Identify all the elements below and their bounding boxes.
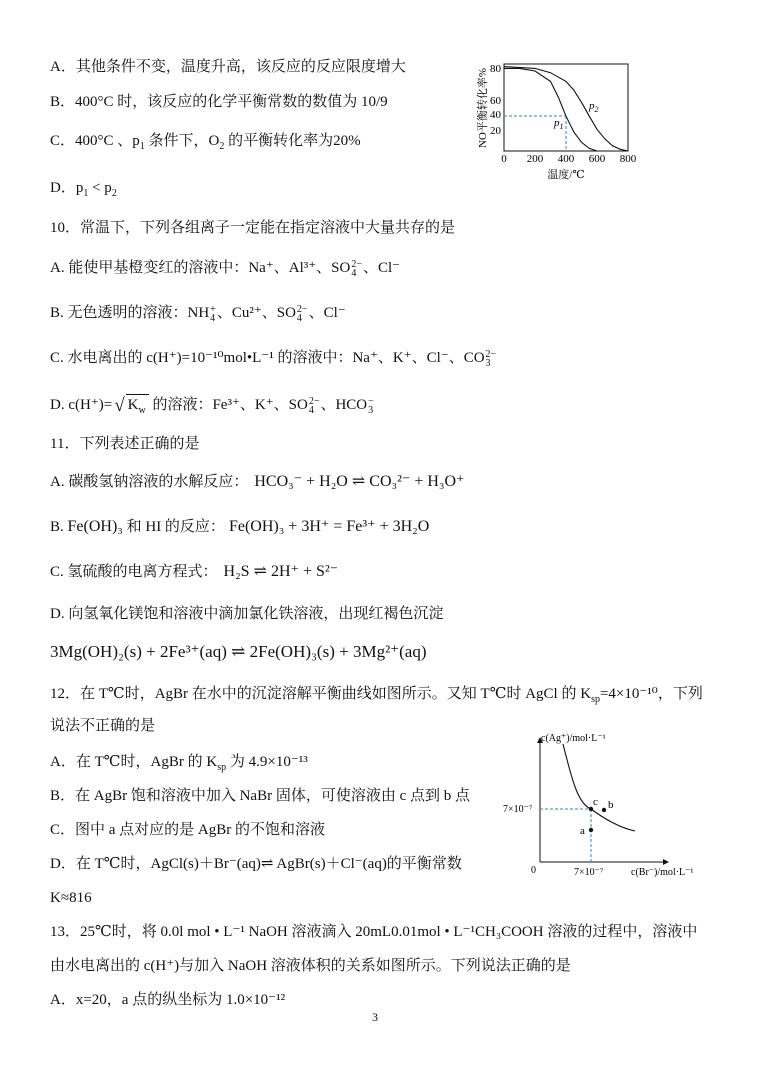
q12-option-d-cont: K≈816 [50,890,92,906]
q13-option-a: A．x=20，a 点的纵坐标为 1.0×10⁻¹² [50,992,286,1008]
q12-option-a: A．在 T℃时，AgBr 的 $K_{sp}$ 为 4.9×10⁻¹³ [50,754,308,773]
q9-option-c: C．400°C 、$p_1$ 条件下，$O_2$ 的平衡转化率为20% [50,133,361,152]
chart2-xlabel: c(Br⁻)/mol·L⁻¹ [631,867,694,878]
q9-option-a: A．其他条件不变，温度升高，该反应的反应限度增大 [50,59,406,75]
chart2-label-b: b [608,799,614,811]
q11-option-d: D. 向氢氧化镁饱和溶液中滴加氯化铁溶液，出现红褐色沉淀 [50,606,444,622]
q12-option-d: D．在 T℃时，AgCl(s)＋Br⁻(aq)⇌ AgBr(s)＋Cl⁻(aq)的平衡常数 [50,856,462,872]
chart1-ytick: 80 [490,63,501,75]
chart1-xtick: 800 [619,153,637,165]
chart2-origin: 0 [531,865,536,876]
q13-stem-line1: 13．25℃时，将 0.0l mol • L⁻¹ NaOH 溶液滴入 20mL0.01mol • L⁻¹CH₃COOH 溶液的过程中，溶液中 [50,924,698,940]
kw-sqrt: $K_w$ [126,394,149,415]
chart1-xtick: 600 [588,153,606,165]
q10-option-d: D. c(H⁺)= √ $K_w$ 的溶液：Fe³⁺、K⁺、SO 2− 4 、HCO − 3 [50,395,374,416]
agbr-solubility-chart [498,724,710,884]
chart1-ytick: 40 [490,109,501,121]
q12-stem-line1: 12．在 T℃时，AgBr 在水中的沉淀溶解平衡曲线如图所示。又知 T℃时 AgCl 的 $K_{sp}=4\times 10^{-10}$，下列 [50,686,703,705]
chart1-xtick: 0 [501,153,507,165]
q11-stem: 11．下列表述正确的是 [50,436,200,452]
q12-option-c: C．图中 a 点对应的是 AgBr 的不饱和溶液 [50,822,325,838]
q10-option-c: C. 水电离出的 c(H⁺)=10⁻¹⁰mol•L⁻¹ 的溶液中：Na⁺、K⁺、Cl⁻、CO 2− 3 [50,348,497,369]
chart2-label-c: c [593,796,598,808]
chart1-series-p1 [504,68,597,151]
no-conversion-chart [468,50,648,185]
chart1-label-p2: $p_2$ [589,100,599,114]
q11-option-d-equation: 3Mg(OH)₂(s) + 2Fe³⁺(aq) ⇌ 2Fe(OH)₃(s) + 3Mg²⁺(aq) [50,642,427,661]
chart1-xticks [501,153,637,165]
q11-option-c: C. 氢硫酸的电离方程式： H₂S ⇌ 2H⁺ + S²⁻ [50,563,339,580]
chart1-ytick: 60 [490,95,501,107]
page-number: 3 [372,1010,378,1024]
q10-option-a: A. 能使甲基橙变红的溶液中：Na⁺、Al³⁺、SO 2− 4 、Cl⁻ [50,258,401,279]
chart2-ylabel: c(Ag⁺)/mol·L⁻¹ [541,733,606,744]
chart2-label-a: a [580,825,585,837]
q11-option-b: B. Fe(OH)₃ 和 HI 的反应： Fe(OH)₃ + 3H⁺ = Fe³⁺ + 3H₂O [50,518,430,535]
chart2-point-b [602,808,606,812]
q12-option-b: B．在 AgBr 饱和溶液中加入 NaBr 固体，可使溶液由 c 点到 b 点 [50,788,470,804]
q10-stem: 10．常温下，下列各组离子一定能在指定溶液中大量共存的是 [50,220,456,236]
chart2-curve [563,744,635,831]
chart2-xtick: 7×10⁻⁷ [574,867,604,878]
q12-stem-line2: 说法不正确的是 [50,718,156,734]
chart1-label-p1: $p_1$ [554,117,564,131]
chart1-xtick: 400 [557,153,575,165]
q13-stem-line2: 由水电离出的 c(H⁺)与加入 NaOH 溶液体积的关系如图所示。下列说法正确的是 [50,958,571,974]
chart1-ylabel: NO平衡转化率% [477,67,489,149]
q9-option-b: B．400°C 时，该反应的化学平衡常数的数值为 10/9 [50,94,388,110]
chart2-point-a [589,828,593,832]
chart1-yticks [490,63,502,137]
q9-option-d: D．$p_1 < p_2$ [50,180,117,199]
chart1-xtick: 200 [526,153,544,165]
chart1-ytick: 20 [490,125,501,137]
chart2-ytick: 7×10⁻⁷ [503,804,533,815]
q11-option-a: A. 碳酸氢钠溶液的水解反应： HCO₃⁻ + H₂O ⇌ CO₃²⁻ + H₃O⁺ [50,473,465,490]
q10-option-b: B. 无色透明的溶液：NH + 4 、Cu²⁺、SO 2− 4 、Cl⁻ [50,303,346,324]
chart1-xlabel: 温度/℃ [547,169,585,181]
